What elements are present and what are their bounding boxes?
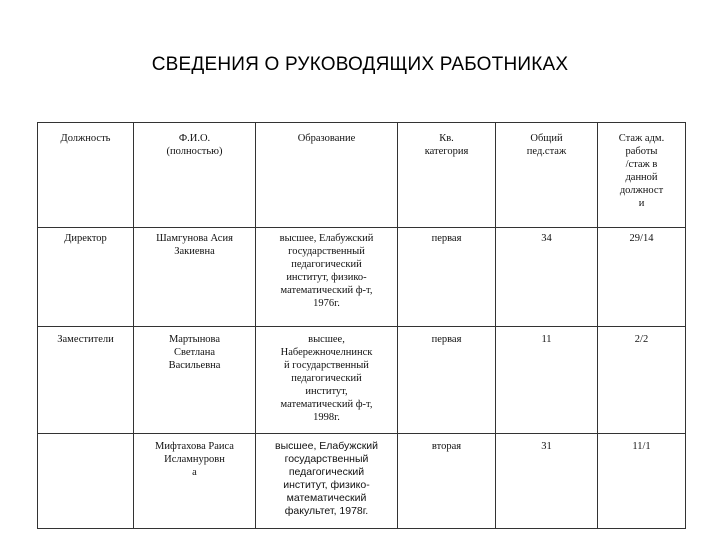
cell-ped-experience: 34 <box>496 228 598 327</box>
cell-education: высшее, Набережночелнинск й государственный педагогический институт, математический ф-т, 1998г. <box>256 327 398 434</box>
header-admin-experience: Стаж адм. работы /стаж в данной должност и <box>598 123 686 228</box>
header-position: Должность <box>38 123 134 228</box>
table-header-row <box>38 123 686 228</box>
cell-position <box>38 434 134 529</box>
cell-ped-experience: 31 <box>496 434 598 529</box>
header-ped-experience: Общий пед.стаж <box>496 123 598 228</box>
cell-education: высшее, Елабужский государственный педагогический институт, физико- математический факультет, 1978г. <box>256 434 398 529</box>
cell-name: Мартынова Светлана Васильевна <box>134 327 256 434</box>
table-row <box>38 228 686 327</box>
cell-category: вторая <box>398 434 496 529</box>
cell-category: первая <box>398 228 496 327</box>
cell-category: первая <box>398 327 496 434</box>
cell-name: Шамгунова Асия Закиевна <box>134 228 256 327</box>
header-education: Образование <box>256 123 398 228</box>
table-row <box>38 327 686 434</box>
cell-admin-experience: 11/1 <box>598 434 686 529</box>
page-title: СВЕДЕНИЯ О РУКОВОДЯЩИХ РАБОТНИКАХ <box>151 54 569 75</box>
cell-admin-experience: 29/14 <box>598 228 686 327</box>
header-full-name: Ф.И.О. (полностью) <box>134 123 256 228</box>
header-category: Кв. категория <box>398 123 496 228</box>
staff-table <box>37 122 686 529</box>
table-row <box>38 434 686 529</box>
cell-ped-experience: 11 <box>496 327 598 434</box>
cell-admin-experience: 2/2 <box>598 327 686 434</box>
cell-position: Заместители <box>38 327 134 434</box>
cell-education: высшее, Елабужский государственный педагогический институт, физико- математический ф-т, 1976г. <box>256 228 398 327</box>
cell-name: Мифтахова Раиса Исламнуровн а <box>134 434 256 529</box>
cell-position: Директор <box>38 228 134 327</box>
